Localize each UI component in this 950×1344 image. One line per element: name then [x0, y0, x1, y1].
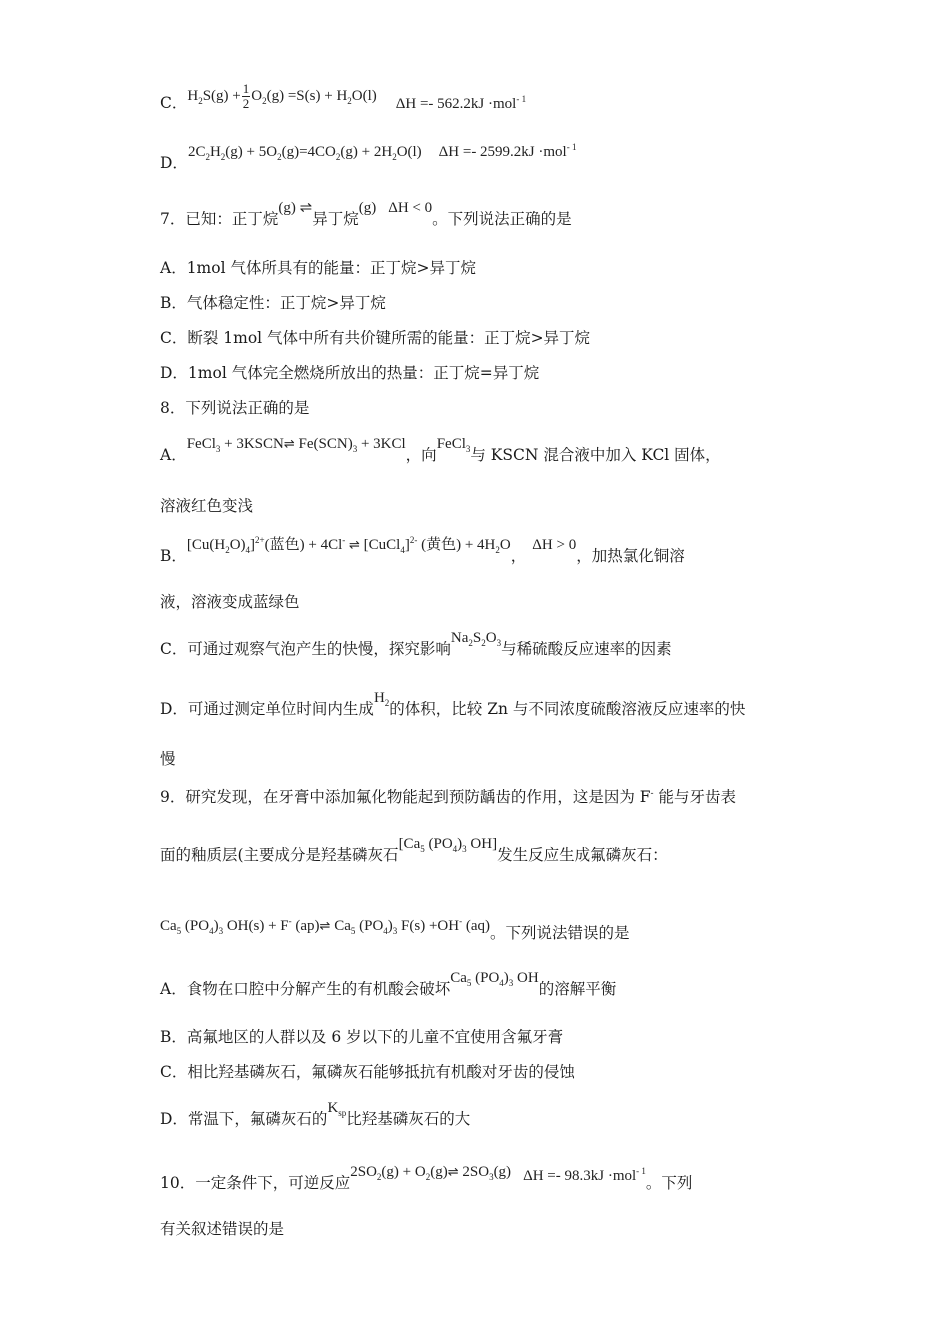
q8-b-equation: $[Cu(H_2O)_4]^{2+}$(蓝色) + 4Cl- ⇌ [CuCl$_4$]$^{2-}$ (黄色) + $4H_2O$ — [186, 535, 511, 555]
q9-option-c: C．相比羟基磷灰石，氟磷灰石能够抵抗有机酸对牙齿的侵蚀 — [160, 1063, 575, 1081]
q9-d-ksp: $K_{sp}$ — [327, 1100, 347, 1118]
q10-equation: $2SO_2(g)$ + $O_2(g)\rightleftharpoons$ $2SO_3(g)$ — [350, 1164, 512, 1182]
q6-c-enthalpy: ΔH =- 562.2kJ ·mol$^{- 1}$ — [395, 94, 527, 112]
q8-option-b-cont: 液，溶液变成蓝绿色 — [160, 593, 300, 611]
q8-d-h2: $H_2$ — [373, 690, 390, 708]
q9-equation-line: $Ca_5$ $(PO_4)_3$ OH(s) + F- (ap)⇌ $Ca_5$ $(PO_4)_3$ F(s) +OH- (aq)。下列说法错误的是 — [160, 916, 630, 942]
q10-stem-cont: 有关叙述错误的是 — [160, 1220, 285, 1238]
q6-d-equation: $2C_2H_2(g) + 5O_2(g)=4CO_2(g) + 2H_2O(l)$ — [187, 144, 422, 162]
equilibrium-arrow-icon: ⇌ — [319, 919, 331, 934]
q6-c-equation: $H_2S(g)$ + $\frac{1}{2}$ $O_2(g) =S(s) + H_2O(l)$ — [187, 81, 377, 112]
equilibrium-arrow-icon: ⇌ — [283, 437, 295, 452]
q9-stem-line1: 9．研究发现，在牙膏中添加氟化物能起到预防龋齿的作用，这是因为 F- 能与牙齿表 — [160, 788, 737, 807]
q8-option-a-cont: 溶液红色变浅 — [160, 497, 254, 515]
q6-option-c: C．$H_2S(g)$ + $\frac{1}{2}$ $O_2(g) =S(s) + H_2O(l) \Delta H =- 562.2kJ \cdot mol^{- 1}$ — [160, 81, 527, 112]
q10-enthalpy: ΔH =- 98.3kJ ·mol$^{- 1}$ — [523, 1166, 646, 1184]
q7-option-b: B．气体稳定性：正丁烷>异丁烷 — [160, 294, 386, 312]
q7-option-d: D．1mol 气体完全燃烧所放出的热量：正丁烷=异丁烷 — [160, 364, 540, 382]
q8-a-fecl3: FeCl$_3$ — [436, 436, 471, 454]
q8-option-d-cont: 慢 — [160, 750, 176, 768]
q9-a-formula: $Ca_5$ $(PO_4)_3$ OH — [450, 970, 539, 988]
q9-option-d: D．常温下，氟磷灰石的$K_{sp}$比羟基磷灰石的大 — [160, 1100, 471, 1128]
q8-option-a: A．FeCl$_3$ + 3KSCN⇌ $Fe(SCN)_3 + 3KCl$，向FeCl$_3$与 KSCN 混合液中加入 KCl 固体， — [160, 436, 721, 464]
q7-option-a: A．1mol 气体所具有的能量：正丁烷>异丁烷 — [160, 259, 476, 277]
equilibrium-arrow-icon: ⇌ — [447, 1165, 459, 1180]
q8-a-equation: FeCl$_3$ + 3KSCN⇌ $Fe(SCN)_3 + 3KCl$ — [186, 436, 406, 454]
q6-option-d: D．$2C_2H_2(g) + 5O_2(g)=4CO_2(g) + 2H_2O(l) \Delta H =- 2599.2kJ \cdot mol^{- 1}$ — [160, 142, 577, 172]
q9-stem-line2: 面的釉质层(主要成分是羟基磷灰石[$Ca_5$ $(PO_4)_3$ OH]发生反应生成氟磷灰石： — [160, 836, 668, 864]
q9-hydroxyapatite-formula: [$Ca_5$ $(PO_4)_3$ OH] — [398, 836, 498, 854]
q8-stem: 8．下列说法正确的是 — [160, 399, 310, 417]
equilibrium-arrow-icon: ⇌ — [349, 538, 360, 553]
q8-c-na2s2o3: $Na_2S_2O_3$ — [450, 630, 502, 648]
q6-d-enthalpy: ΔH =- 2599.2kJ ·mol$^{- 1}$ — [438, 142, 577, 160]
q9-option-a: A．食物在口腔中分解产生的有机酸会破坏$Ca_5$ $(PO_4)_3$ OH的溶解平衡 — [160, 970, 617, 998]
q8-option-c: C．可通过观察气泡产生的快慢，探究影响$Na_2S_2O_3$与稀硫酸反应速率的因素 — [160, 630, 672, 658]
q8-option-b: B．$[Cu(H_2O)_4]^{2+}$(蓝色) + 4Cl- ⇌ [CuCl$_4$]$^{2-}$ (黄色) + $4H_2O$，ΔH > 0，加热氯化铜溶 — [160, 535, 685, 565]
q8-option-d: D．可通过测定单位时间内生成$H_2$的体积，比较 Zn 与不同浓度硫酸溶液反应速率的快 — [160, 690, 746, 718]
q7-stem: 7．已知：正丁烷(g) ⇌异丁烷(g) ΔH < 0。下列说法正确的是 — [160, 200, 572, 228]
q7-option-c: C．断裂 1mol 气体中所有共价键所需的能量：正丁烷>异丁烷 — [160, 329, 591, 347]
q9-equation: $Ca_5$ $(PO_4)_3$ OH(s) + F- (ap)⇌ $Ca_5$ $(PO_4)_3$ F(s) +OH- (aq) — [160, 916, 490, 936]
q9-option-b: B．高氟地区的人群以及 6 岁以下的儿童不宜使用含氟牙膏 — [160, 1028, 564, 1046]
q10-stem: 10．一定条件下，可逆反应$2SO_2(g)$ + $O_2(g)\rightleftharpoons$ $2SO_3(g) \Delta H =- 98.3kJ \cdot mol^{- 1}$。下列 — [160, 1164, 693, 1192]
